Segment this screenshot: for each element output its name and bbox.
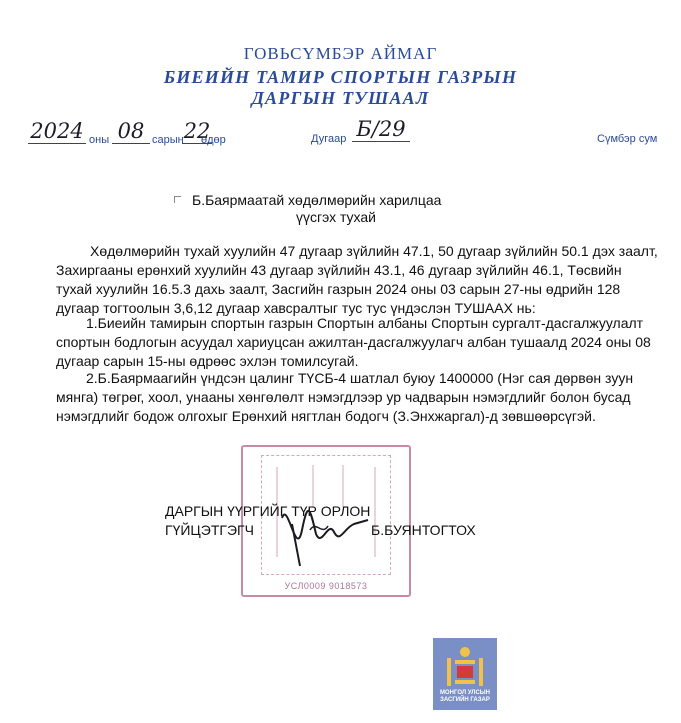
signer-title-line2: ГҮЙЦЭТГЭГЧ bbox=[165, 522, 254, 538]
emblem-text-line2: ЗАСГИЙН ГАЗАР bbox=[440, 697, 490, 703]
title-bracket-mark bbox=[174, 196, 181, 203]
date-year: 2024 bbox=[28, 119, 86, 144]
number-label: Дугаар bbox=[311, 133, 347, 145]
order-item-1: 1.Биеийн тамирын спортын газрын Спортын албаны Спортын сургалт-дасгалжуулалт спортын бодлогын асуудал хариуцсан ажилтан-дасгалжуулагч албан тушаалд 2024 оны 08 дугаар сарын 15-ны өдрөөс эхлэн томилсугай. bbox=[56, 315, 651, 369]
signer-name: Б.БУЯНТОГТОХ bbox=[371, 522, 476, 538]
place-label: Сүмбэр сум bbox=[597, 133, 658, 145]
date-month: 08 bbox=[112, 119, 150, 144]
stamp-number: УСЛ0009 9018573 bbox=[284, 581, 368, 591]
date-day: 22 bbox=[183, 119, 211, 143]
emblem-text-line1: МОНГОЛ УЛСЫН bbox=[440, 690, 490, 696]
document-type: ДАРГЫН ТУШААЛ bbox=[251, 88, 430, 108]
order-item-2: 2.Б.Баярмаагийн үндсэн цалинг ТҮСБ-4 шатлал буюу 1400000 (Нэг сая дөрвөн зуун мянга) төгрөг, хоол, унааны хөнгөлөлт нэмэгдлээр ур чадварын нэмэгдлийг болон бусад нэмэгдлийг бодож олгохыг Ерөнхий нягтлан бодогч (З.Энхжаргал)-д зөвшөөрсүгэй. bbox=[56, 370, 634, 424]
date-day-label: өдөр bbox=[201, 134, 226, 146]
department-name: БИЕИЙН ТАМИР СПОРТЫН ГАЗРЫН bbox=[163, 67, 518, 87]
date-year-label: оны bbox=[89, 134, 110, 146]
date-month-label: сарын bbox=[152, 134, 184, 146]
org-name: ГОВЬСҮМБЭР АЙМАГ bbox=[243, 44, 438, 63]
signer-title-line1: ДАРГЫН ҮҮРГИЙГ ТҮР ОРЛОН bbox=[165, 503, 371, 519]
order-title-line1: Б.Баярмаатай хөдөлмөрийн харилцаа bbox=[192, 192, 442, 208]
government-emblem bbox=[433, 638, 497, 710]
preamble-paragraph: Хөдөлмөрийн тухай хуулийн 47 дугаар зүйлийн 47.1, 50 дугаар зүйлийн 50.1 дэх заалт, Захиргааны ерөнхий хуулийн 43 дугаар зүйлийн 43.1, 46 дугаар зүйлийн 46.1, Төсвийн тухай хуулийн 16.5.3 дахь заалт, Засгийн газрын 2024 оны 03 сарын 27-ны өдрийн 128 дугаар тогтоолын 3,6,12 дугаар хавсралтыг тус тус үндэслэн ТУШААХ нь: bbox=[56, 243, 658, 316]
document-number: Б/29 bbox=[352, 117, 410, 142]
soyombo-icon bbox=[433, 640, 497, 690]
order-title-line2: үүсгэх тухай bbox=[295, 209, 376, 225]
